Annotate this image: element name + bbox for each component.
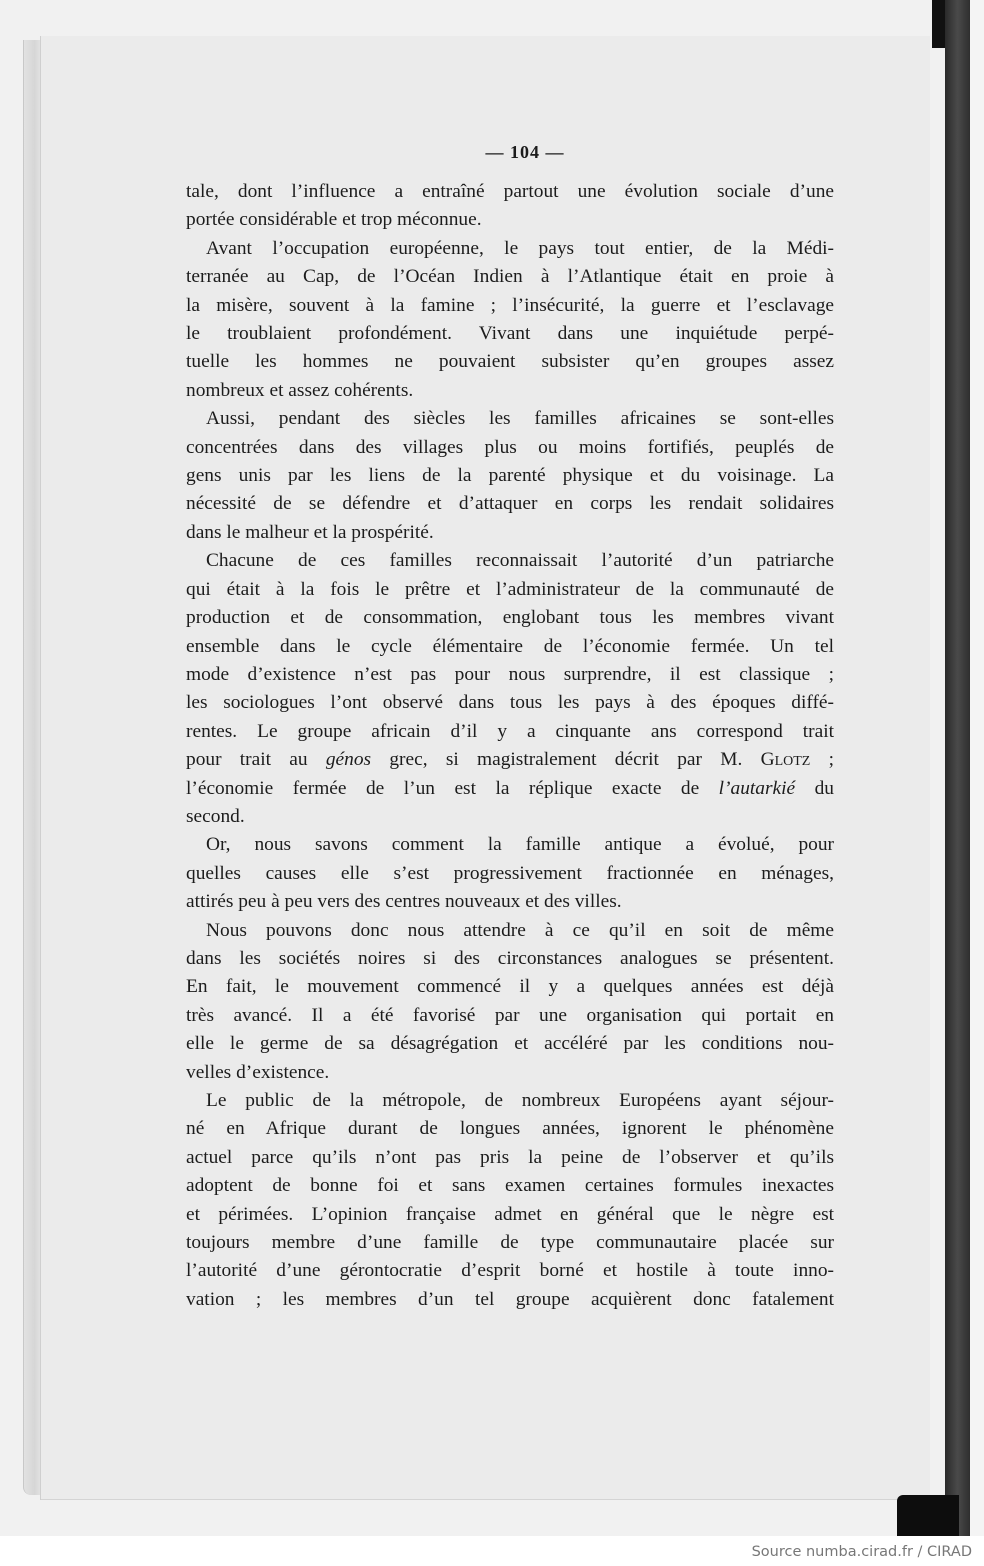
text-line: toujours membre d’une famille de type communautaire placée sur (186, 1232, 834, 1254)
text-line: très avancé. Il a été favorisé par une organisation qui portait en (186, 1004, 834, 1026)
text-line: rentes. Le groupe africain d’il y a cinquante ans correspond trait (186, 720, 834, 742)
text-line: attirés peu à peu vers des centres nouveaux et des villes. (186, 891, 622, 913)
text-run: pour trait au (186, 749, 326, 771)
text-line: mode d’existence n’est pas pour nous surprendre, il est classique ; (186, 663, 834, 685)
text-line: velles d’existence. (186, 1061, 330, 1083)
text-line: En fait, le mouvement commencé il y a quelques années est déjà (186, 976, 834, 998)
text-run: l’économie fermée de l’un est la réplique exacte de (186, 777, 719, 799)
paragraph (186, 831, 834, 916)
text-line: Le public de la métropole, de nombreux Européens ayant séjour- (206, 1090, 834, 1111)
author-name-glotz: Glotz (760, 749, 811, 771)
text-run: grec, si magistralement décrit par M. (371, 749, 761, 771)
text-line (186, 775, 834, 803)
text-line: et périmées. L’opinion française admet en général que le nègre est (186, 1203, 834, 1225)
paragraph (186, 547, 834, 831)
text-line: la misère, souvent à la famine ; l’insécurité, la guerre et l’esclavage (186, 294, 834, 316)
text-line: dans les sociétés noires si des circonstances analogues se présentent. (186, 947, 834, 969)
text-run: du (795, 777, 834, 799)
page-text (186, 140, 834, 1314)
text-line: né en Afrique durant de longues années, ignorent le phénomène (186, 1118, 834, 1140)
text-line: gens unis par les liens de la parenté physique et du voisinage. La (186, 465, 834, 487)
text-line: Aussi, pendant des siècles les familles africaines se sont-elles (206, 408, 834, 430)
binding-clip-bottom (897, 1495, 959, 1536)
text-line: le troublaient profondément. Vivant dans une inquiétude perpé- (186, 323, 834, 345)
text-line: tale, dont l’influence a entraîné partout une évolution sociale d’une (186, 181, 834, 202)
italic-term-genos: génos (325, 749, 372, 771)
text-line: quelles causes elle s’est progressivement fractionnée en ménages, (186, 862, 834, 884)
binding-strip (945, 0, 970, 1536)
text-line: Avant l’occupation européenne, le pays tout entier, de la Médi- (206, 237, 834, 259)
paragraph (186, 917, 834, 1087)
text-line: terranée au Cap, de l’Océan Indien à l’Atlantique était en proie à (186, 266, 834, 288)
text-line: qui était à la fois le prêtre et l’administrateur de la communauté de (186, 578, 834, 600)
text-line: les sociologues l’ont observé dans tous les pays à des époques diffé- (186, 692, 834, 714)
paragraph (186, 178, 834, 235)
text-line: tuelle les hommes ne pouvaient subsister qu’en groupes assez (186, 351, 834, 373)
text-line: actuel parce qu’ils n’ont pas pris la peine de l’observer et qu’ils (186, 1146, 834, 1168)
text-line: nombreux et assez cohérents. (186, 379, 414, 401)
paragraph (186, 1087, 834, 1314)
text-line (186, 746, 834, 774)
text-line: production et de consommation, englobant tous les membres vivant (186, 607, 834, 629)
text-run: ; (810, 749, 834, 771)
italic-term-autarkie: l’autarkié (718, 777, 796, 799)
text-line: l’autorité d’une gérontocratie d’esprit borné et hostile à toute inno- (186, 1260, 834, 1282)
text-line: dans le malheur et la prospérité. (186, 521, 434, 543)
source-credit: Source numba.cirad.fr / CIRAD (751, 1544, 972, 1560)
paragraph (186, 235, 834, 405)
text-line: Or, nous savons comment la famille antique a évolué, pour (206, 834, 834, 856)
text-line: ensemble dans le cycle élémentaire de l’économie fermée. Un tel (186, 635, 834, 657)
text-line: nécessité de se défendre et d’attaquer en corps les rendait solidaires (186, 493, 834, 515)
text-line: second. (186, 805, 245, 827)
text-line: Nous pouvons donc nous attendre à ce qu’il en soit de même (206, 919, 834, 941)
text-line: adoptent de bonne foi et sans examen certaines formules inexactes (186, 1175, 834, 1197)
scan-right-margin (970, 0, 984, 1536)
text-line: vation ; les membres d’un tel groupe acquièrent donc fatalement (186, 1288, 834, 1310)
text-line: portée considérable et trop méconnue. (186, 209, 482, 231)
page-number: — 104 — (485, 142, 565, 162)
text-line: Chacune de ces familles reconnaissait l’autorité d’un patriarche (206, 550, 834, 572)
text-line: concentrées dans des villages plus ou moins fortifiés, peuplés de (186, 436, 834, 458)
paragraph (186, 405, 834, 547)
text-line: elle le germe de sa désagrégation et accéléré par les conditions nou- (186, 1033, 834, 1055)
